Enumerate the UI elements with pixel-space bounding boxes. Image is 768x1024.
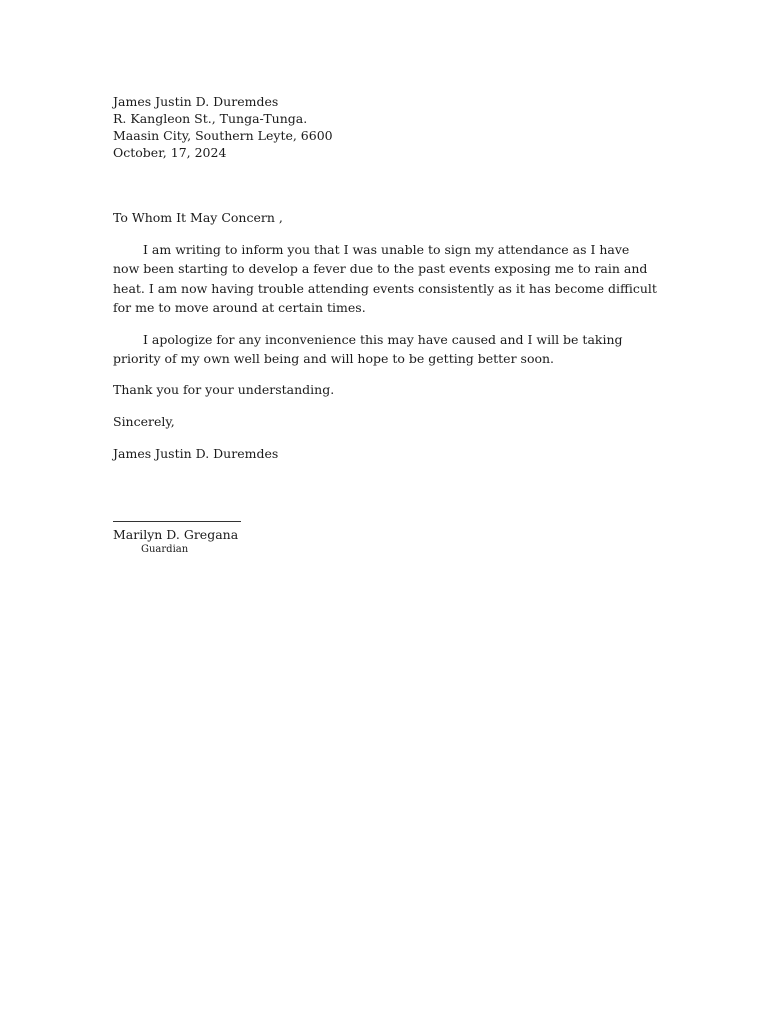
salutation: To Whom It May Concern ,: [113, 210, 283, 225]
thanks-line: Thank you for your understanding.: [113, 382, 335, 397]
guardian-role: Guardian: [141, 544, 189, 555]
signer-name: James Justin D. Duremdes: [113, 446, 279, 461]
letter-date: October, 17, 2024: [113, 145, 227, 160]
guardian-name: Marilyn D. Gregana: [113, 527, 239, 542]
closing: Sincerely,: [113, 414, 175, 429]
body-paragraph-1: I am writing to inform you that I was unable to sign my attendance as I have now been starting to develop a fever due to the past events exposing me to rain and heat. I am now having trouble attending events consistently as it has become difficult for me to move around at certain times.: [113, 242, 657, 315]
body-paragraph-2: I apologize for any inconvenience this may have caused and I will be taking priority of my own well being and will hope to be getting better soon.: [113, 332, 623, 367]
sender-name: James Justin D. Duremdes: [113, 94, 279, 109]
signature-line: [113, 521, 241, 522]
sender-street: R. Kangleon St., Tunga-Tunga.: [113, 111, 308, 126]
sender-city: Maasin City, Southern Leyte, 6600: [113, 128, 333, 143]
